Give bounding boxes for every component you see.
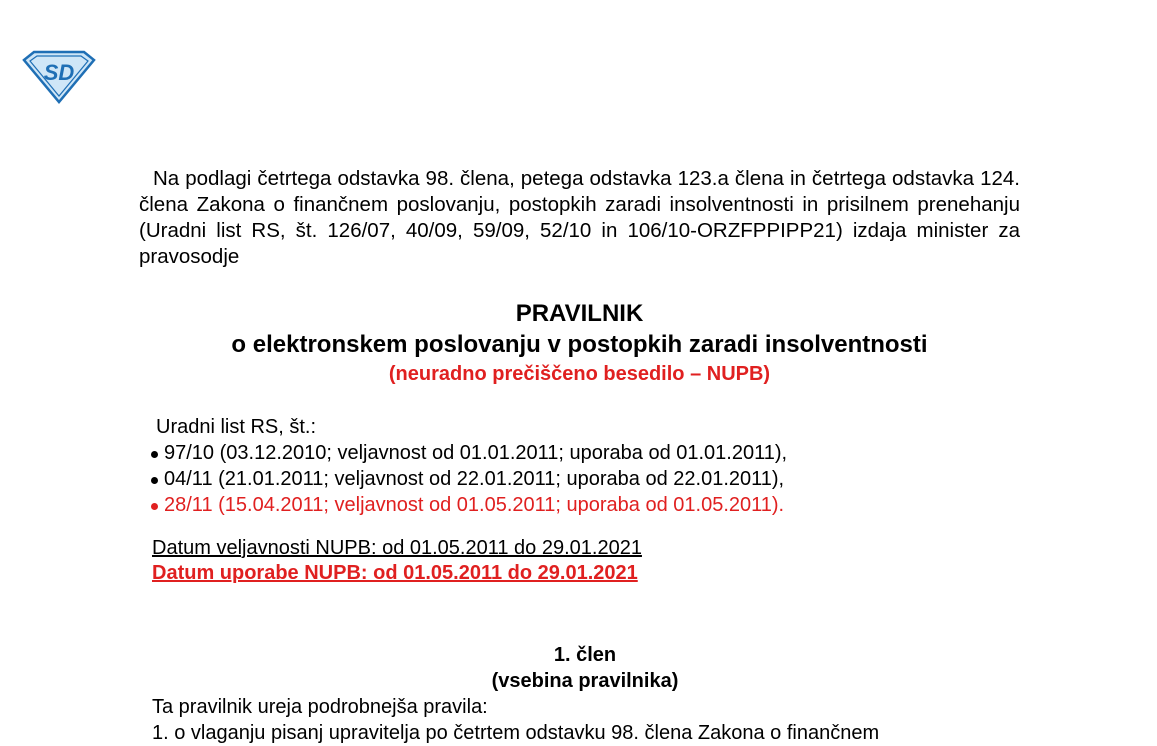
gazette-entry: 97/10 (03.12.2010; veljavnost od 01.01.2011; uporaba od 01.01.2011), [151,440,787,466]
article-number: 1. člen [553,644,617,666]
unofficial-text-note: (neuradno prečiščeno besedilo – NUPB) [388,363,771,385]
article-line: 1. o vlaganju pisanj upravitelja po četrtem odstavku 98. člena Zakona o finančnem [152,722,880,744]
preamble-text: Na podlagi četrtega odstavka 98. člena, petega odstavka 123.a člena in četrtega odstavka 124. člena Zakona o finančnem poslovanju, postopkih zaradi insolventnosti in prisilnem prenehanju (Uradni list RS, št. 126/07, 40/09, 59/09, 52/10 in 106/10-ORZFPPIPP21) izdaja minister za pravosodje [139,167,1020,268]
document-title-block [139,298,1020,388]
document-subtitle: o elektronskem poslovanju v postopkih zaradi insolventnosti [231,331,928,358]
validity-dates [152,536,642,586]
article-1 [152,642,1018,746]
validity-date: Datum veljavnosti NUPB: od 01.05.2011 do 29.01.2021 [152,537,642,559]
gazette-entry: 04/11 (21.01.2011; veljavnost od 22.01.2011; uporaba od 22.01.2011), [151,466,787,492]
gazette-entry: 28/11 (15.04.2011; veljavnost od 01.05.2011; uporaba od 01.05.2011). [151,492,787,518]
use-date: Datum uporabe NUPB: od 01.05.2011 do 29.01.2021 [152,562,638,584]
shield-logo-icon [22,50,96,104]
article-line: Ta pravilnik ureja podrobnejša pravila: [152,696,488,718]
gazette-label: Uradni list RS, št.: [156,416,317,438]
article-title: (vsebina pravilnika) [491,670,679,692]
logo-monogram: SD [43,60,75,85]
document-title: PRAVILNIK [515,300,644,327]
gazette-list [155,440,787,518]
gazette-references [155,414,787,518]
